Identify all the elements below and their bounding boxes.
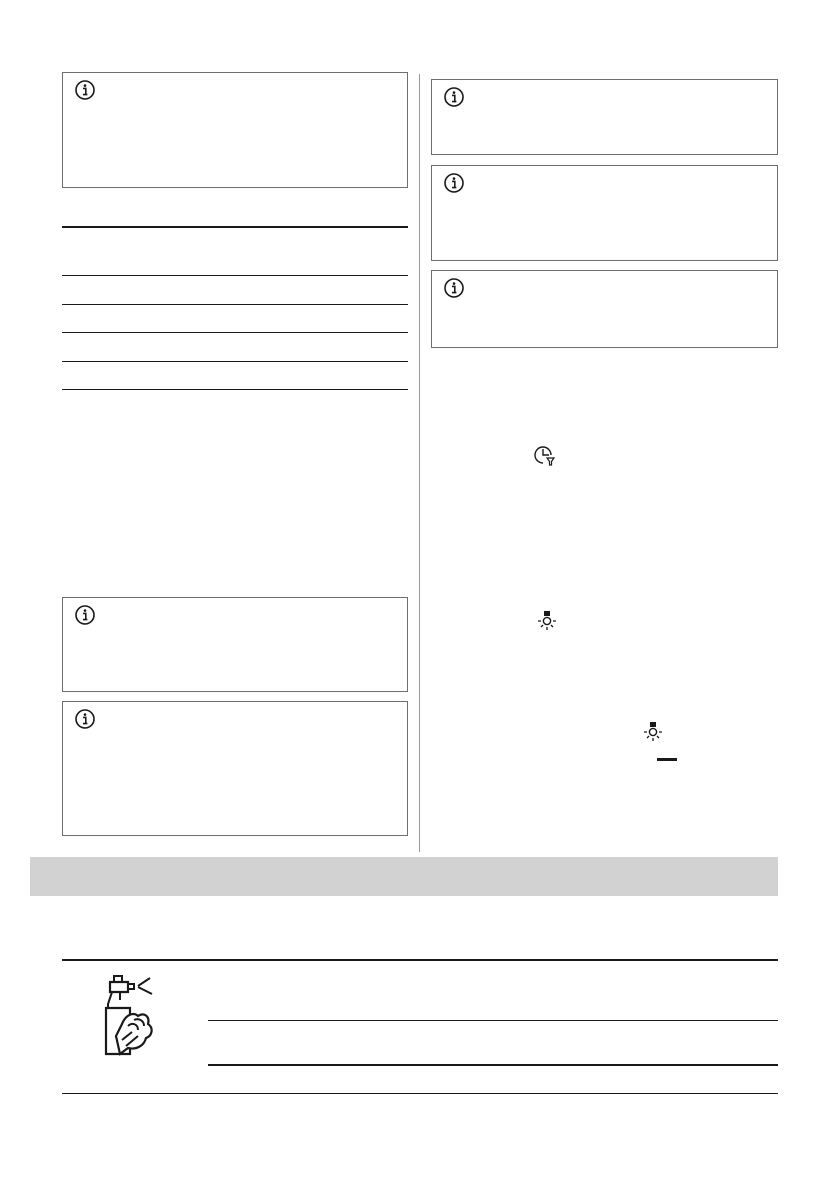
table-row-rule [62,361,408,362]
info-note-3 [62,701,408,836]
care-table-top-rule [62,959,778,961]
spray-cleaning-icon [98,974,158,1065]
info-icon [444,87,464,107]
info-icon [444,278,464,298]
info-note-5 [431,165,778,261]
column-divider [419,74,420,852]
info-icon [75,709,95,729]
info-note-1 [62,72,408,188]
minus-bar-icon [657,758,677,761]
lamp-icon [642,720,664,749]
table-bottom-rule [62,389,408,390]
info-icon [75,605,95,625]
info-note-2 [62,597,408,692]
care-table-row-rule [208,1064,778,1066]
table-header-rule [62,275,408,276]
table-row-rule [62,332,408,333]
table-row-rule [62,304,408,305]
table-top-rule [62,226,408,228]
info-icon [444,173,464,193]
care-table-row-rule [208,1020,778,1021]
section-heading-bar [30,857,778,896]
lamp-icon [536,609,558,638]
info-icon [75,80,95,100]
filter-timer-icon [533,444,557,473]
care-table-bottom-rule [62,1093,778,1094]
info-note-6 [431,270,778,348]
info-note-4 [431,79,778,155]
